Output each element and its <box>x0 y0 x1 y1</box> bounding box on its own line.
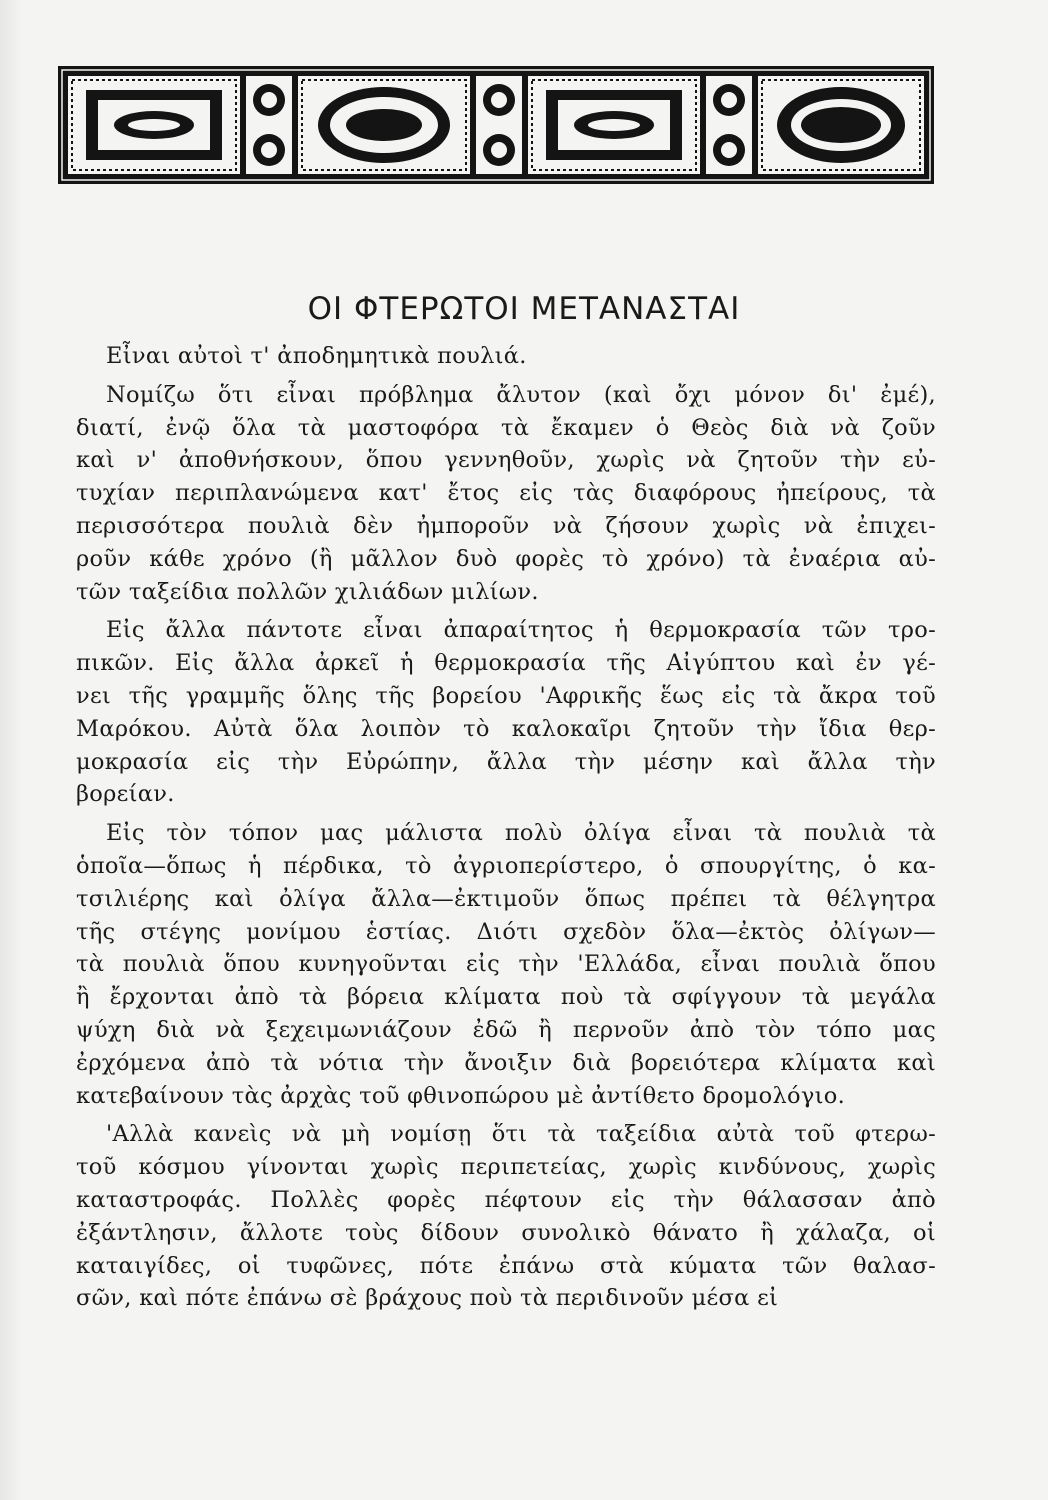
ornament-circles-1 <box>246 76 292 174</box>
text-line: καταστροφάς. Πολλὲς φορὲς πέφτουν εἰς τὴν θάλασσαν ἀπὸ <box>76 1186 936 1213</box>
text-line: ροῦν κάθε χρόνο (ἢ μᾶλλον δυὸ φορὲς τὸ χρόνο) τὰ ἐναέρια αὐ- <box>76 545 936 572</box>
text-line: τῆς στέγης μονίμου ἑστίας. Διότι σχεδὸν ὅλα—ἐκτὸς ὀλίγων— <box>76 918 936 945</box>
ornament-panel-oval-1 <box>298 76 470 174</box>
text-line: Εἰς ἄλλα πάντοτε εἶναι ἀπαραίτητος ἡ θερμοκρασία τῶν τρο- <box>106 617 936 644</box>
paragraph <box>76 817 936 1112</box>
text-line: 'Αλλὰ κανεὶς νὰ μὴ νομίσῃ ὅτι τὰ ταξείδια αὐτὰ τοῦ φτερω- <box>106 1121 936 1148</box>
text-line: ψύχη διὰ νὰ ξεχειμωνιάζουν ἐδῶ ἢ περνοῦν ἀπὸ τὸν τόπο μας <box>76 1016 936 1043</box>
paragraph <box>76 614 936 811</box>
text-line: κατεβαίνουν τὰς ἀρχὰς τοῦ φθινοπώρου μὲ ἀντίθετο δρομολόγιο. <box>76 1082 846 1109</box>
text-line: πικῶν. Εἰς ἄλλα ἀρκεῖ ἡ θερμοκρασία τῆς Αἰγύπτου καὶ ἐν γέ- <box>76 650 936 677</box>
ornament-panel-rect-2 <box>528 76 700 174</box>
text-line: διατί, ἐνῷ ὅλα τὰ μαστοφόρα τὰ ἔκαμεν ὁ Θεὸς διὰ νὰ ζοῦν <box>76 414 936 441</box>
text-line: μοκρασία εἰς τὴν Εὐρώπην, ἄλλα τὴν μέσην καὶ ἄλλα τὴν <box>76 748 936 775</box>
page-edge-shadow <box>0 0 22 1500</box>
text-line: καὶ ν' ἀποθνήσκουν, ὅπου γεννηθοῦν, χωρὶς νὰ ζητοῦν τὴν εὐ- <box>76 447 936 474</box>
body-text <box>76 340 936 1321</box>
text-line: τσιλιέρης καὶ ὀλίγα ἄλλα—ἐκτιμοῦν ὅπως πρέπει τὰ θέλγητρα <box>76 885 936 912</box>
ornament-panel-oval-2 <box>758 76 924 174</box>
text-line: νει τῆς γραμμῆς ὅλης τῆς βορείου 'Αφρικῆς ἕως εἰς τὰ ἄκρα τοῦ <box>76 682 936 709</box>
text-line: σῶν, καὶ πότε ἐπάνω σὲ βράχους ποὺ τὰ περιδινοῦν μέσα εἰ <box>76 1285 779 1312</box>
paragraph <box>76 340 936 373</box>
text-line: Μαρόκου. Αὐτὰ ὅλα λοιπὸν τὸ καλοκαῖρι ζητοῦν τὴν ἴδια θερ- <box>76 715 936 742</box>
text-line: τῶν ταξείδια πολλῶν χιλιάδων μιλίων. <box>76 578 539 605</box>
text-line: βορείαν. <box>76 781 175 808</box>
paragraph <box>76 1118 936 1315</box>
text-line: περισσότερα πουλιὰ δὲν ἠμποροῦν νὰ ζήσουν χωρὶς νὰ ἐπιχει- <box>76 512 936 539</box>
text-line: ἢ ἔρχονται ἀπὸ τὰ βόρεια κλίματα ποὺ τὰ σφίγγουν τὰ μεγάλα <box>76 984 936 1011</box>
text-line: ὁποῖα—ὅπως ἡ πέρδικα, τὸ ἀγριοπερίστερο, ὁ σπουργίτης, ὁ κα- <box>76 852 936 879</box>
ornament-panel-rect-1 <box>68 76 240 174</box>
text-line: Νομίζω ὅτι εἶναι πρόβλημα ἄλυτον (καὶ ὄχι μόνον δι' ἐμέ), <box>106 381 936 408</box>
text-line: ἐξάντλησιν, ἄλλοτε τοὺς δίδουν συνολικὸ θάνατο ἢ χάλαζα, οἱ <box>76 1219 936 1246</box>
text-line: Εἰς τὸν τόπον μας μάλιστα πολὺ ὀλίγα εἶναι τὰ πουλιὰ τὰ <box>106 820 936 847</box>
text-line: Εἶναι αὐτοὶ τ' ἀποδημητικὰ πουλιά. <box>106 343 527 369</box>
page-title: ΟΙ ΦΤΕΡΩΤΟΙ ΜΕΤΑΝΑΣΤΑΙ <box>307 290 741 327</box>
text-line: τοῦ κόσμου γίνονται χωρὶς περιπετείας, χωρὶς κινδύνους, χωρὶς <box>76 1154 936 1181</box>
text-line: τυχίαν περιπλανώμενα κατ' ἔτος εἰς τὰς διαφόρους ἠπείρους, τὰ <box>76 480 936 507</box>
text-line: τὰ πουλιὰ ὅπου κυνηγοῦνται εἰς τὴν 'Ελλάδα, εἶναι πουλιὰ ὅπου <box>76 951 936 978</box>
ornamental-header-band <box>58 66 934 184</box>
ornament-circles-3 <box>706 76 752 174</box>
paragraph <box>76 379 936 609</box>
ornament-circles-2 <box>476 76 522 174</box>
text-line: ἐρχόμενα ἀπὸ τὰ νότια τὴν ἄνοιξιν διὰ βορειότερα κλίματα καὶ <box>76 1049 936 1076</box>
text-line: καταιγίδες, οἱ τυφῶνες, πότε ἐπάνω στὰ κύματα τῶν θαλασ- <box>76 1252 936 1279</box>
